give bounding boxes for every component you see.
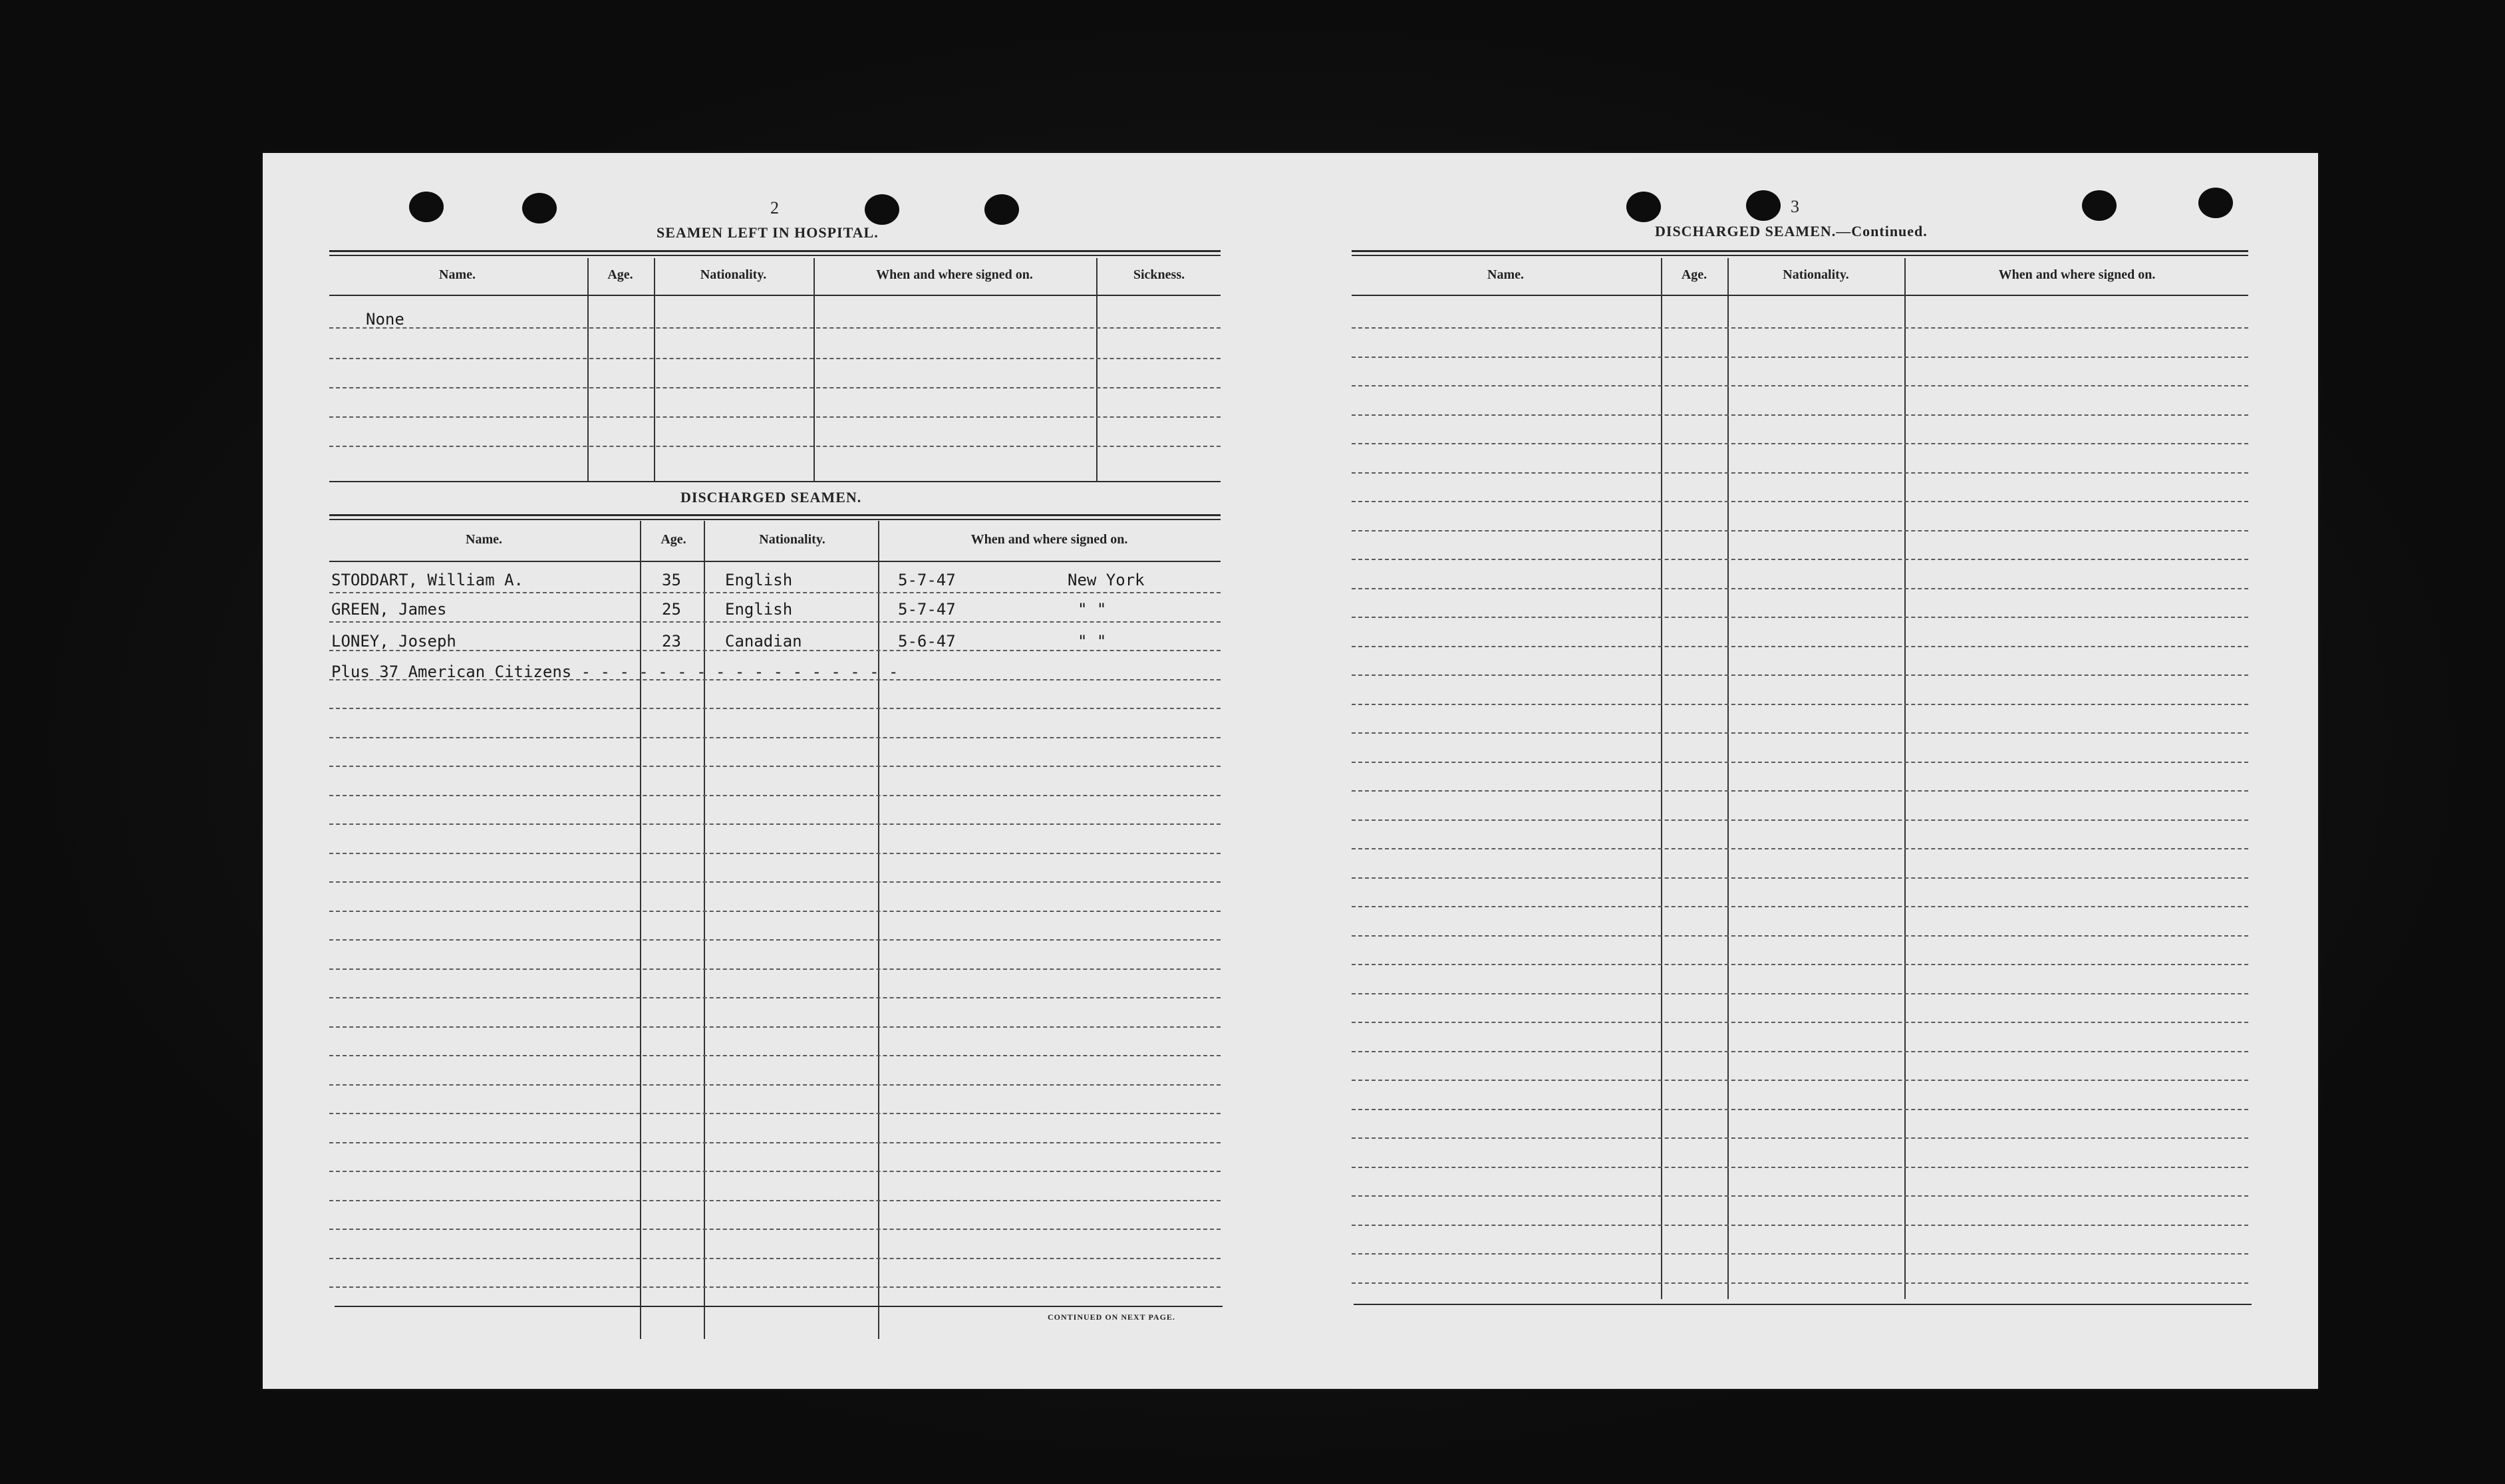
- ruled-dotted-line: [329, 968, 1221, 970]
- punch-hole-icon: [2082, 190, 2117, 221]
- ruled-dotted-line: [1352, 848, 2248, 849]
- ruled-dotted-line: [329, 1026, 1221, 1028]
- discharged-plus-line: Plus 37 American Citizens - - - - - - - - - - - - - - - - -: [331, 663, 899, 681]
- discharged-row-1-date: 5-7-47: [898, 571, 956, 589]
- hospital-section-title: SEAMEN LEFT IN HOSPITAL.: [657, 224, 879, 241]
- discharged-rule-1: [329, 514, 1221, 516]
- ruled-dotted-line: [1352, 443, 2248, 444]
- continued-note: CONTINUED ON NEXT PAGE.: [1048, 1312, 1175, 1322]
- ruled-dotted-line: [1352, 1253, 2248, 1255]
- punch-hole-icon: [984, 194, 1019, 225]
- ruled-dotted-line: [1352, 414, 2248, 416]
- ruled-dotted-line: [1352, 1282, 2248, 1284]
- hospital-col-sickness: Sickness.: [1133, 267, 1185, 282]
- discharged-header-rule: [329, 561, 1221, 562]
- hospital-col-divider: [587, 258, 589, 481]
- ruled-dotted-line: [1352, 472, 2248, 474]
- ruled-dotted-line: [1352, 1051, 2248, 1052]
- ruled-dotted-line: [329, 650, 1221, 651]
- punch-hole-icon: [522, 193, 557, 223]
- discharged-row-2-place: " ": [1078, 600, 1107, 619]
- ruled-dotted-line: [329, 1084, 1221, 1086]
- ruled-dotted-line: [1352, 501, 2248, 502]
- ruled-dotted-line: [329, 679, 1221, 680]
- ruled-dotted-line: [329, 621, 1221, 623]
- hospital-col-age: Age.: [607, 267, 633, 282]
- ruled-dotted-line: [329, 766, 1221, 767]
- hospital-top-rule-2: [329, 255, 1221, 256]
- discharged-rule-2: [329, 519, 1221, 520]
- ruled-dotted-line: [329, 853, 1221, 854]
- discharged-row-1-age: 35: [662, 571, 681, 589]
- hospital-dotted-line: [329, 416, 1221, 418]
- hospital-top-rule: [329, 250, 1221, 252]
- ruled-dotted-line: [1352, 993, 2248, 994]
- ruled-dotted-line: [329, 1113, 1221, 1114]
- right-bottom-rule: [1354, 1304, 2252, 1305]
- discharged-col-signed-on: When and where signed on.: [970, 532, 1128, 547]
- ruled-dotted-line: [1352, 1225, 2248, 1226]
- discharged-col-divider: [640, 521, 641, 1339]
- discharged-row-1-place: New York: [1068, 571, 1145, 589]
- ruled-dotted-line: [329, 939, 1221, 941]
- hospital-header-rule: [329, 295, 1221, 296]
- right-col-name: Name.: [1487, 267, 1524, 282]
- discharged-top-rule: [329, 481, 1221, 482]
- ruled-dotted-line: [1352, 357, 2248, 358]
- ruled-dotted-line: [1352, 559, 2248, 560]
- ruled-dotted-line: [1352, 762, 2248, 763]
- hospital-dotted-line: [329, 327, 1221, 329]
- hospital-dotted-line: [329, 446, 1221, 447]
- ruled-dotted-line: [329, 1055, 1221, 1056]
- ruled-dotted-line: [1352, 385, 2248, 386]
- ruled-dotted-line: [329, 1286, 1221, 1288]
- discharged-row-3-age: 23: [662, 632, 681, 651]
- ruled-dotted-line: [1352, 530, 2248, 531]
- discharged-row-2-nationality: English: [725, 600, 793, 619]
- ruled-dotted-line: [1352, 906, 2248, 907]
- discharged-bottom-rule: [335, 1306, 1223, 1307]
- ruled-dotted-line: [329, 997, 1221, 998]
- right-top-rule-2: [1352, 255, 2248, 256]
- ruled-dotted-line: [329, 592, 1221, 593]
- ruled-dotted-line: [1352, 704, 2248, 705]
- ruled-dotted-line: [1352, 877, 2248, 879]
- ruled-dotted-line: [1352, 674, 2248, 676]
- ruled-dotted-line: [1352, 588, 2248, 589]
- ruled-dotted-line: [1352, 1080, 2248, 1081]
- ruled-dotted-line: [1352, 1022, 2248, 1023]
- ruled-dotted-line: [1352, 1167, 2248, 1168]
- ruled-dotted-line: [1352, 819, 2248, 821]
- punch-hole-icon: [1746, 190, 1781, 221]
- hospital-col-divider: [654, 258, 655, 481]
- ruled-dotted-line: [329, 1200, 1221, 1201]
- hospital-col-divider: [1096, 258, 1098, 481]
- ruled-dotted-line: [329, 1258, 1221, 1259]
- hospital-col-signed-on: When and where signed on.: [876, 267, 1033, 282]
- discharged-section-title: DISCHARGED SEAMEN.: [680, 489, 862, 506]
- ruled-dotted-line: [1352, 964, 2248, 965]
- right-col-age: Age.: [1681, 267, 1707, 282]
- ruled-dotted-line: [1352, 1137, 2248, 1139]
- discharged-row-1-nationality: English: [725, 571, 793, 589]
- discharged-row-3-date: 5-6-47: [898, 632, 956, 651]
- discharged-col-divider: [878, 521, 879, 1339]
- discharged-col-divider: [704, 521, 705, 1339]
- right-top-rule: [1352, 250, 2248, 252]
- ruled-dotted-line: [329, 1142, 1221, 1143]
- discharged-row-3-name: LONEY, Joseph: [331, 632, 456, 651]
- ruled-dotted-line: [1352, 732, 2248, 734]
- hospital-dotted-line: [329, 358, 1221, 359]
- ruled-dotted-line: [1352, 790, 2248, 792]
- ruled-dotted-line: [329, 708, 1221, 709]
- ruled-dotted-line: [329, 1229, 1221, 1230]
- right-col-nationality: Nationality.: [1783, 267, 1849, 282]
- right-page-number: 3: [1791, 197, 1799, 216]
- document-sheet: [263, 153, 2318, 1389]
- discharged-row-1-name: STODDART, William A.: [331, 571, 523, 589]
- left-page-number: 2: [770, 198, 779, 218]
- ruled-dotted-line: [1352, 1195, 2248, 1197]
- discharged-row-2-name: GREEN, James: [331, 600, 447, 619]
- ruled-dotted-line: [329, 795, 1221, 796]
- hospital-col-divider: [813, 258, 815, 481]
- ruled-dotted-line: [329, 881, 1221, 883]
- discharged-col-age: Age.: [661, 532, 686, 547]
- punch-hole-icon: [1626, 192, 1661, 222]
- ruled-dotted-line: [329, 1171, 1221, 1172]
- ruled-dotted-line: [329, 823, 1221, 825]
- discharged-row-3-place: " ": [1078, 632, 1107, 651]
- discharged-row-2-age: 25: [662, 600, 681, 619]
- right-col-signed-on: When and where signed on.: [1998, 267, 2156, 282]
- ruled-dotted-line: [329, 737, 1221, 738]
- punch-hole-icon: [865, 194, 899, 225]
- discharged-col-name: Name.: [466, 532, 502, 547]
- hospital-dotted-line: [329, 387, 1221, 388]
- ruled-dotted-line: [1352, 1109, 2248, 1110]
- ruled-dotted-line: [1352, 935, 2248, 937]
- hospital-col-name: Name.: [439, 267, 476, 282]
- discharged-row-2-date: 5-7-47: [898, 600, 956, 619]
- ruled-dotted-line: [1352, 617, 2248, 618]
- discharged-col-nationality: Nationality.: [759, 532, 825, 547]
- hospital-col-nationality: Nationality.: [700, 267, 767, 282]
- hospital-entry: None: [366, 310, 404, 329]
- ruled-dotted-line: [329, 911, 1221, 912]
- punch-hole-icon: [409, 192, 444, 222]
- discharged-row-3-nationality: Canadian: [725, 632, 802, 651]
- right-section-title: DISCHARGED SEAMEN.—Continued.: [1655, 223, 1928, 239]
- right-header-rule: [1352, 295, 2248, 296]
- ruled-dotted-line: [1352, 646, 2248, 647]
- ruled-dotted-line: [1352, 327, 2248, 329]
- punch-hole-icon: [2198, 188, 2233, 218]
